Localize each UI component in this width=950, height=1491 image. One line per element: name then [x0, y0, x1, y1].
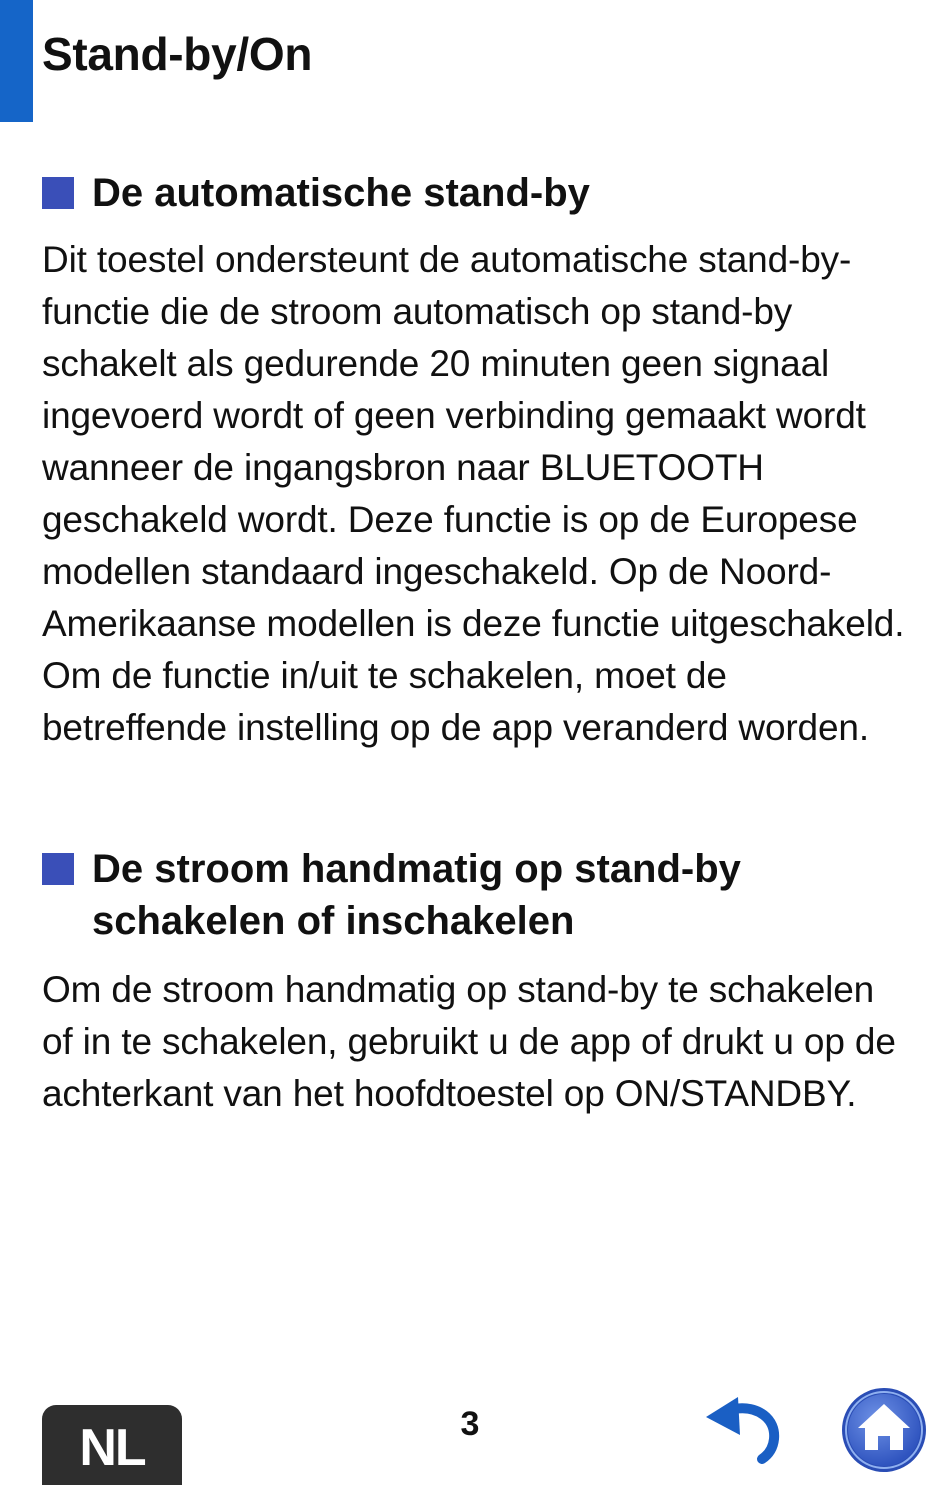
- page-title: Stand-by/On: [42, 28, 313, 80]
- section-paragraph-manual-standby: Om de stroom handmatig op stand-by te schakelen of in te schakelen, gebruikt u de app of drukt u op de achterkant van het hoofdtoestel op ON/STANDBY.: [42, 969, 896, 1114]
- section-marker-icon: [42, 177, 74, 209]
- section-heading-text: De automatische stand-by: [92, 171, 590, 215]
- section-heading-text: De stroom handmatig op stand-by schakelen of inschakelen: [92, 847, 741, 943]
- language-tab[interactable]: NL: [42, 1405, 182, 1485]
- back-button[interactable]: [700, 1395, 784, 1465]
- section-marker-icon: [42, 853, 74, 885]
- title-accent-bar: [0, 0, 33, 122]
- section-heading-auto-standby: [42, 167, 590, 219]
- back-arrow-icon: [700, 1395, 784, 1465]
- home-icon: [840, 1386, 928, 1474]
- home-button[interactable]: [840, 1386, 928, 1474]
- section-paragraph-auto-standby: Dit toestel ondersteunt de automatische stand-by-functie die de stroom automatisch op stand-by schakelt als gedurende 20 minuten geen signaal ingevoerd wordt of geen verbinding gemaakt wordt wanneer de ingangsbron naar BLUETOOTH geschakeld wordt. Deze functie is op de Europese modellen standaard ingeschakeld. Op de Noord-Amerikaanse modellen is deze functie uitgeschakeld. Om de functie in/uit te schakelen, moet de betreffende instelling op de app veranderd worden.: [42, 239, 905, 748]
- page-number: 3: [460, 1405, 480, 1443]
- section-heading-manual-standby: [42, 843, 862, 947]
